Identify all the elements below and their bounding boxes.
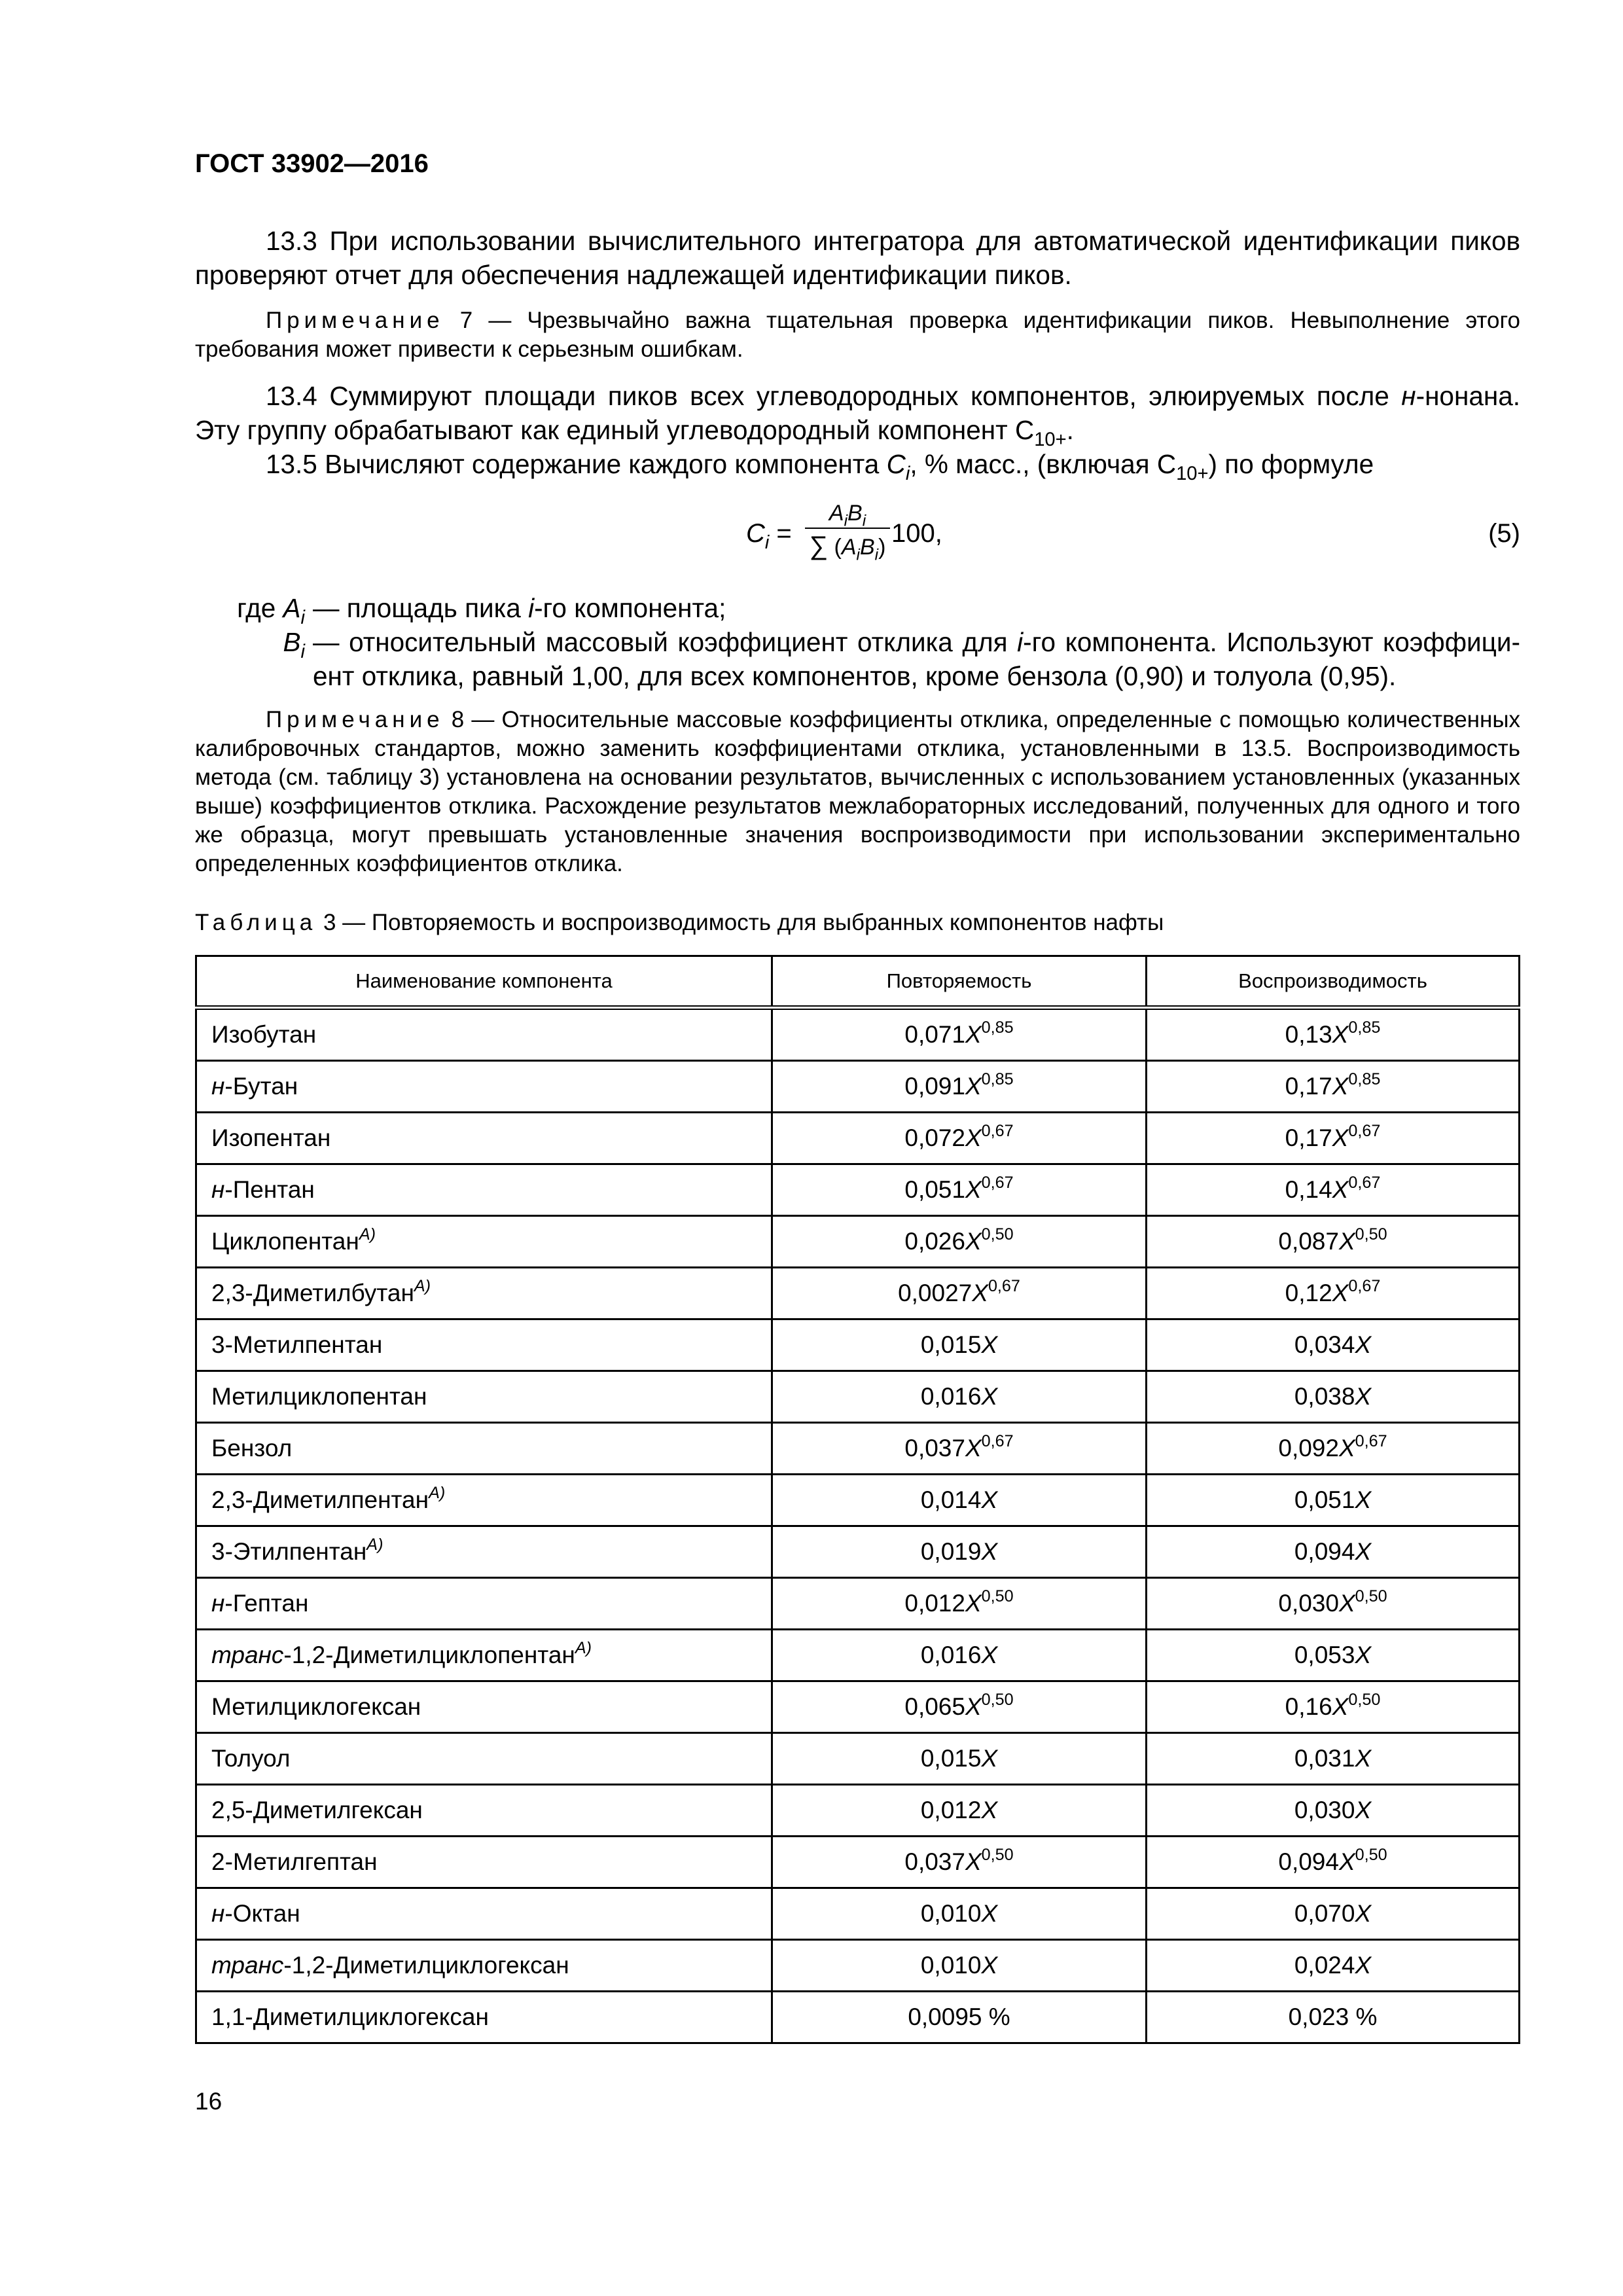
reproducibility-value bbox=[1147, 1733, 1520, 1785]
text-segment: 0,012 bbox=[920, 1797, 982, 1823]
table-row bbox=[196, 1216, 1520, 1268]
text-segment: 0,13 bbox=[1285, 1021, 1332, 1048]
text-segment: Примечание bbox=[266, 707, 444, 732]
text-segment: i bbox=[764, 532, 770, 554]
text-segment: B bbox=[847, 501, 863, 526]
text-segment: X bbox=[1338, 1435, 1355, 1462]
variable-definitions bbox=[195, 591, 1520, 693]
text-segment: 0,026 bbox=[904, 1228, 965, 1255]
repeatability-value bbox=[772, 1681, 1147, 1733]
repeatability-value bbox=[772, 1940, 1147, 1992]
table-row bbox=[196, 1268, 1520, 1319]
text-segment: транс bbox=[211, 1641, 284, 1668]
text-segment: A) bbox=[359, 1225, 376, 1244]
text-segment: 0,85 bbox=[1348, 1018, 1381, 1037]
text-segment: X bbox=[981, 1486, 998, 1513]
text-segment: 0,091 bbox=[904, 1073, 965, 1100]
table-row bbox=[196, 1785, 1520, 1837]
repeatability-value bbox=[772, 1630, 1147, 1681]
text-segment: = bbox=[769, 519, 792, 548]
text-segment: A bbox=[829, 501, 844, 526]
text-segment: C bbox=[746, 519, 765, 548]
reproducibility-value bbox=[1147, 1526, 1520, 1578]
table-row bbox=[196, 1475, 1520, 1526]
text-segment: 0,50 bbox=[981, 1225, 1014, 1244]
text-segment: i bbox=[856, 546, 860, 564]
header-reproducibility: Воспроизводимость bbox=[1147, 956, 1520, 1008]
text-segment: . bbox=[1066, 415, 1074, 445]
text-segment: — Повторяемость и воспроизводимость для выбранных компонентов нафты bbox=[336, 910, 1164, 935]
text-segment: X bbox=[1332, 1280, 1349, 1306]
text-segment: 2,5-Диметилгексан bbox=[211, 1797, 423, 1823]
reproducibility-value bbox=[1147, 1164, 1520, 1216]
repeatability-value bbox=[772, 1475, 1147, 1526]
text-segment: Бензол bbox=[211, 1435, 293, 1462]
text-segment: 0,0027 bbox=[898, 1280, 972, 1306]
reproducibility-value bbox=[1147, 1113, 1520, 1164]
text-segment: ( bbox=[828, 535, 842, 560]
component-name bbox=[196, 1888, 772, 1940]
table-caption bbox=[195, 910, 1520, 936]
repeatability-value bbox=[772, 1268, 1147, 1319]
text-segment: 0,50 bbox=[1355, 1845, 1387, 1864]
text-segment: 0,012 bbox=[904, 1590, 965, 1617]
text-segment: i bbox=[905, 463, 910, 485]
text-segment: 0,17 bbox=[1285, 1073, 1332, 1100]
repeatability-value bbox=[772, 1733, 1147, 1785]
repeatability-value bbox=[772, 1371, 1147, 1423]
text-segment: i bbox=[874, 546, 879, 564]
text-segment: где bbox=[237, 593, 276, 623]
note-text: — Чрезвычайно важна тщательная проверка идентификации пиков. Невыполнение этого требования может привести к серьезным ошибкам. bbox=[195, 308, 1520, 362]
text-segment: 100, bbox=[891, 519, 942, 548]
text-segment: 0,67 bbox=[981, 1431, 1014, 1450]
text-segment: 0,85 bbox=[981, 1069, 1014, 1088]
page-number: 16 bbox=[195, 2088, 223, 2115]
text-segment: 0,038 bbox=[1294, 1383, 1355, 1410]
text-segment: X bbox=[1355, 1900, 1372, 1927]
text-segment: i bbox=[300, 641, 305, 663]
text-segment: i bbox=[300, 607, 305, 629]
reproducibility-value bbox=[1147, 1216, 1520, 1268]
reproducibility-value bbox=[1147, 1475, 1520, 1526]
text-segment: X bbox=[981, 1900, 998, 1927]
text-segment: Метилциклопентан bbox=[211, 1383, 427, 1410]
text-segment: 3 bbox=[323, 910, 336, 935]
text-segment: 0,094 bbox=[1294, 1538, 1355, 1565]
text-segment: 0,85 bbox=[981, 1018, 1014, 1037]
component-name bbox=[196, 1008, 772, 1061]
text-segment: 0,85 bbox=[1348, 1069, 1381, 1088]
text-segment: 0,14 bbox=[1285, 1176, 1332, 1203]
paragraph-13-5 bbox=[195, 447, 1520, 485]
table-row bbox=[196, 1526, 1520, 1578]
text-segment: X bbox=[965, 1848, 982, 1875]
table-row bbox=[196, 1423, 1520, 1475]
repeatability-value bbox=[772, 1423, 1147, 1475]
text-segment: 3-Этилпентан bbox=[211, 1538, 367, 1565]
text-segment: 0,12 bbox=[1285, 1280, 1332, 1306]
text-segment: 0,051 bbox=[1294, 1486, 1355, 1513]
component-name bbox=[196, 1578, 772, 1630]
reproducibility-value bbox=[1147, 1630, 1520, 1681]
component-name bbox=[196, 1992, 772, 2043]
text-segment: X bbox=[1338, 1590, 1355, 1617]
text-segment: 0,50 bbox=[1348, 1690, 1381, 1709]
text-segment: X bbox=[981, 1383, 998, 1410]
text-segment: X bbox=[981, 1538, 998, 1565]
text-segment: 0,023 % bbox=[1288, 2003, 1378, 2030]
text-segment: X bbox=[1338, 1228, 1355, 1255]
document-header: ГОСТ 33902—2016 bbox=[195, 149, 429, 178]
text-segment: X bbox=[965, 1228, 982, 1255]
reproducibility-value bbox=[1147, 1008, 1520, 1061]
text-segment: -нонана. Эту группу обрабатывают как единый углеводородный компонент С bbox=[195, 381, 1520, 445]
text-segment: 0,070 bbox=[1294, 1900, 1355, 1927]
text-segment: 0,015 bbox=[920, 1331, 982, 1358]
text-segment: A bbox=[283, 593, 301, 623]
reproducibility-value bbox=[1147, 1888, 1520, 1940]
component-name bbox=[196, 1216, 772, 1268]
text-segment: н bbox=[211, 1900, 225, 1927]
text-segment: X bbox=[1332, 1073, 1349, 1100]
text-segment: -Бутан bbox=[224, 1073, 298, 1100]
fraction bbox=[805, 501, 890, 564]
text-segment: — площадь пика bbox=[313, 593, 529, 623]
text-segment: ) bbox=[878, 535, 886, 560]
text-segment: 0,051 bbox=[904, 1176, 965, 1203]
reproducibility-value bbox=[1147, 1940, 1520, 1992]
reproducibility-value bbox=[1147, 1061, 1520, 1113]
text-segment: X bbox=[981, 1797, 998, 1823]
text-segment: 0,014 bbox=[920, 1486, 982, 1513]
repeatability-value bbox=[772, 1992, 1147, 2043]
text-segment: -го компонента. Используют коэффициент отклика, равный 1,00, для всех компонентов, кроме бензола (0,90) и толуола (0,95). bbox=[313, 627, 1520, 691]
note-8 bbox=[195, 706, 1520, 878]
text-segment: 2-Метилгептан bbox=[211, 1848, 378, 1875]
text-segment: 0,67 bbox=[1355, 1431, 1387, 1450]
text-segment: 0,087 bbox=[1278, 1228, 1339, 1255]
text-segment: 0,024 bbox=[1294, 1952, 1355, 1979]
text-segment: X bbox=[1355, 1538, 1372, 1565]
text-segment: A) bbox=[414, 1276, 431, 1295]
reproducibility-value bbox=[1147, 1992, 1520, 2043]
component-name bbox=[196, 1940, 772, 1992]
text-segment: -1,2-Диметилциклопентан bbox=[283, 1641, 575, 1668]
text-segment: X bbox=[981, 1641, 998, 1668]
text-segment: 0,071 bbox=[904, 1021, 965, 1048]
sigma-symbol: ∑ bbox=[809, 531, 829, 560]
text-segment: X bbox=[981, 1331, 998, 1358]
text-segment: 0,67 bbox=[1348, 1121, 1381, 1140]
text-segment: A) bbox=[429, 1483, 446, 1502]
text-segment: X bbox=[965, 1124, 982, 1151]
text-segment: 2,3-Диметилбутан bbox=[211, 1280, 414, 1306]
text-segment: 0,037 bbox=[904, 1435, 965, 1462]
text-segment: 0,065 bbox=[904, 1693, 965, 1720]
text-segment: 0,67 bbox=[988, 1276, 1020, 1295]
text-segment: 0,16 bbox=[1285, 1693, 1332, 1720]
reproducibility-value bbox=[1147, 1785, 1520, 1837]
table-row bbox=[196, 1837, 1520, 1888]
component-name bbox=[196, 1268, 772, 1319]
text-segment: X bbox=[1332, 1693, 1349, 1720]
text-segment: 0,016 bbox=[920, 1641, 982, 1668]
component-name bbox=[196, 1319, 772, 1371]
table-row bbox=[196, 1578, 1520, 1630]
equation-number: (5) bbox=[1488, 519, 1520, 548]
component-name bbox=[196, 1837, 772, 1888]
text-segment: i bbox=[1017, 627, 1024, 657]
text-segment: 0,50 bbox=[1355, 1587, 1387, 1605]
repeatability-value bbox=[772, 1785, 1147, 1837]
text-segment: X bbox=[1355, 1383, 1372, 1410]
text-segment: 0,67 bbox=[1348, 1173, 1381, 1192]
text-segment: Циклопентан bbox=[211, 1228, 359, 1255]
text-segment: — Относительные массовые коэффициенты отклика, определенные с помощью количественных калибровочных стандартов, можно заменить коэффициентами отклика, установленными в 13.5. Воспроизводимость метода (см. таблицу 3) установлена на основании результатов, вычисленных с использованием установленных (указанных выше) коэффициентов отклика. Расхождение результатов межлабораторных исследований, полученных для одного и того же образца, могут превышать установленные значения воспроизводимости при использовании экспериментально определенных коэффициентов отклика. bbox=[195, 707, 1520, 876]
text-segment: X bbox=[1332, 1176, 1349, 1203]
text-segment: X bbox=[981, 1952, 998, 1979]
table-row bbox=[196, 1630, 1520, 1681]
text-segment: 1,1-Диметилциклогексан bbox=[211, 2003, 489, 2030]
text-segment: X bbox=[1355, 1797, 1372, 1823]
text-segment: X bbox=[965, 1693, 982, 1720]
text-segment: -1,2-Диметилциклогексан bbox=[283, 1952, 569, 1979]
reproducibility-value bbox=[1147, 1268, 1520, 1319]
component-name bbox=[196, 1785, 772, 1837]
repeatability-value bbox=[772, 1526, 1147, 1578]
text-segment: X bbox=[965, 1176, 982, 1203]
text-segment: Изобутан bbox=[211, 1021, 317, 1048]
text-segment: -Гептан bbox=[224, 1590, 309, 1617]
text-segment: X bbox=[1355, 1641, 1372, 1668]
table-row bbox=[196, 1681, 1520, 1733]
text-segment: i bbox=[844, 512, 847, 530]
text-segment: 0,092 bbox=[1278, 1435, 1339, 1462]
text-segment: 2,3-Диметилпентан bbox=[211, 1486, 429, 1513]
text-segment: 0,016 bbox=[920, 1383, 982, 1410]
text-segment: 0,019 bbox=[920, 1538, 982, 1565]
text-segment: 0,50 bbox=[981, 1587, 1014, 1605]
table-row bbox=[196, 1992, 1520, 2043]
component-name bbox=[196, 1475, 772, 1526]
text-segment: X bbox=[1338, 1848, 1355, 1875]
text-segment: Изопентан bbox=[211, 1124, 331, 1151]
text-segment: Метилциклогексан bbox=[211, 1693, 421, 1720]
text-segment: 0,031 bbox=[1294, 1745, 1355, 1772]
text-segment: B bbox=[859, 535, 875, 560]
text-segment: 0,094 bbox=[1278, 1848, 1339, 1875]
repeatability-value bbox=[772, 1888, 1147, 1940]
text-segment: 0,67 bbox=[1348, 1276, 1381, 1295]
reproducibility-value bbox=[1147, 1423, 1520, 1475]
table-row bbox=[196, 1371, 1520, 1423]
text-segment: , % масс., (включая С bbox=[910, 449, 1177, 479]
text-segment: 0,50 bbox=[981, 1690, 1014, 1709]
text-segment: н bbox=[211, 1073, 225, 1100]
text-segment: C bbox=[886, 449, 906, 479]
text-segment: 0,030 bbox=[1278, 1590, 1339, 1617]
component-name bbox=[196, 1681, 772, 1733]
text-segment: X bbox=[1355, 1331, 1372, 1358]
text-segment: X bbox=[965, 1590, 982, 1617]
reproducibility-value bbox=[1147, 1319, 1520, 1371]
text-segment: 0,50 bbox=[981, 1845, 1014, 1864]
reproducibility-value bbox=[1147, 1837, 1520, 1888]
component-name bbox=[196, 1371, 772, 1423]
text-segment: — относительный массовый коэффициент отклика для bbox=[313, 627, 1018, 657]
table-row bbox=[196, 1008, 1520, 1061]
text-segment: Таблица bbox=[195, 910, 317, 935]
repeatability-value bbox=[772, 1164, 1147, 1216]
repeatability-value bbox=[772, 1837, 1147, 1888]
text-segment: 0,0095 % bbox=[908, 2003, 1010, 2030]
note-7 bbox=[195, 306, 1520, 364]
repeatability-value bbox=[772, 1319, 1147, 1371]
table-row bbox=[196, 1733, 1520, 1785]
header-component: Наименование компонента bbox=[196, 956, 772, 1008]
text-segment: Толуол bbox=[211, 1745, 291, 1772]
text-segment: 0,010 bbox=[920, 1952, 982, 1979]
header-repeatability: Повторяемость bbox=[772, 956, 1147, 1008]
table-row bbox=[196, 1940, 1520, 1992]
component-name bbox=[196, 1423, 772, 1475]
text-segment: 0,053 bbox=[1294, 1641, 1355, 1668]
formula-5 bbox=[746, 501, 1008, 573]
text-segment: -Октан bbox=[224, 1900, 300, 1927]
reproducibility-value bbox=[1147, 1578, 1520, 1630]
text-segment: X bbox=[1355, 1745, 1372, 1772]
text-segment: 0,17 bbox=[1285, 1124, 1332, 1151]
text-segment: X bbox=[981, 1745, 998, 1772]
reproducibility-value bbox=[1147, 1681, 1520, 1733]
text-segment: 10+ bbox=[1176, 463, 1209, 485]
text-segment: X bbox=[965, 1435, 982, 1462]
text-segment: X bbox=[1332, 1124, 1349, 1151]
text-segment: 0,030 bbox=[1294, 1797, 1355, 1823]
note-label: Примечание bbox=[266, 308, 444, 333]
text-segment: i bbox=[862, 512, 866, 530]
text-segment: X bbox=[1355, 1486, 1372, 1513]
repeatability-value bbox=[772, 1113, 1147, 1164]
repeatability-value bbox=[772, 1008, 1147, 1061]
table-row bbox=[196, 1113, 1520, 1164]
text-segment: 0,015 bbox=[920, 1745, 982, 1772]
note-number: 7 bbox=[459, 308, 473, 333]
paragraph-13-3: 13.3 При использовании вычислительного интегратора для автоматической идентификации пиков проверяют отчет для обеспечения надлежащей идентификации пиков. bbox=[195, 226, 1520, 290]
component-name bbox=[196, 1733, 772, 1785]
text-segment: 0,034 bbox=[1294, 1331, 1355, 1358]
text-segment: 13.5 Вычисляют содержание каждого компонента bbox=[266, 449, 887, 479]
text-segment: X bbox=[965, 1073, 982, 1100]
text-segment: 0,67 bbox=[981, 1121, 1014, 1140]
paragraph-13-4 bbox=[195, 379, 1520, 451]
text-segment: 0,072 bbox=[904, 1124, 965, 1151]
text-segment: X bbox=[965, 1021, 982, 1048]
text-segment: 10+ bbox=[1034, 429, 1067, 451]
repeatability-value bbox=[772, 1061, 1147, 1113]
component-name bbox=[196, 1526, 772, 1578]
text-segment: -го компонента; bbox=[534, 593, 726, 623]
text-segment: 0,037 bbox=[904, 1848, 965, 1875]
text-segment: A) bbox=[366, 1535, 383, 1554]
text-segment: X bbox=[1355, 1952, 1372, 1979]
repeatability-value bbox=[772, 1216, 1147, 1268]
text-segment: B bbox=[283, 627, 301, 657]
text-segment: 13.4 Суммируют площади пиков всех углеводородных компонентов, элюируемых после bbox=[266, 381, 1402, 411]
table-row bbox=[196, 1319, 1520, 1371]
text-segment: 0,010 bbox=[920, 1900, 982, 1927]
text-segment: 0,50 bbox=[1355, 1225, 1387, 1244]
repeatability-value bbox=[772, 1578, 1147, 1630]
text-segment: 0,67 bbox=[981, 1173, 1014, 1192]
text-segment: транс bbox=[211, 1952, 284, 1979]
text-segment: A bbox=[841, 535, 857, 560]
text-segment: 3-Метилпентан bbox=[211, 1331, 383, 1358]
text-segment: i bbox=[528, 593, 535, 623]
table-row bbox=[196, 1061, 1520, 1113]
text-segment: н bbox=[1401, 381, 1416, 411]
component-name bbox=[196, 1113, 772, 1164]
table-row bbox=[196, 1164, 1520, 1216]
text-segment: 8 bbox=[451, 707, 465, 732]
component-name bbox=[196, 1164, 772, 1216]
table-3 bbox=[195, 955, 1520, 2044]
component-name bbox=[196, 1061, 772, 1113]
text-segment: X bbox=[972, 1280, 988, 1306]
table-row bbox=[196, 1888, 1520, 1940]
text-segment: -Пентан bbox=[224, 1176, 315, 1203]
component-name bbox=[196, 1630, 772, 1681]
text-segment: A) bbox=[575, 1638, 592, 1657]
text-segment: н bbox=[211, 1176, 225, 1203]
text-segment: ) по формуле bbox=[1208, 449, 1374, 479]
reproducibility-value bbox=[1147, 1371, 1520, 1423]
text-segment: н bbox=[211, 1590, 225, 1617]
text-segment: X bbox=[1332, 1021, 1349, 1048]
